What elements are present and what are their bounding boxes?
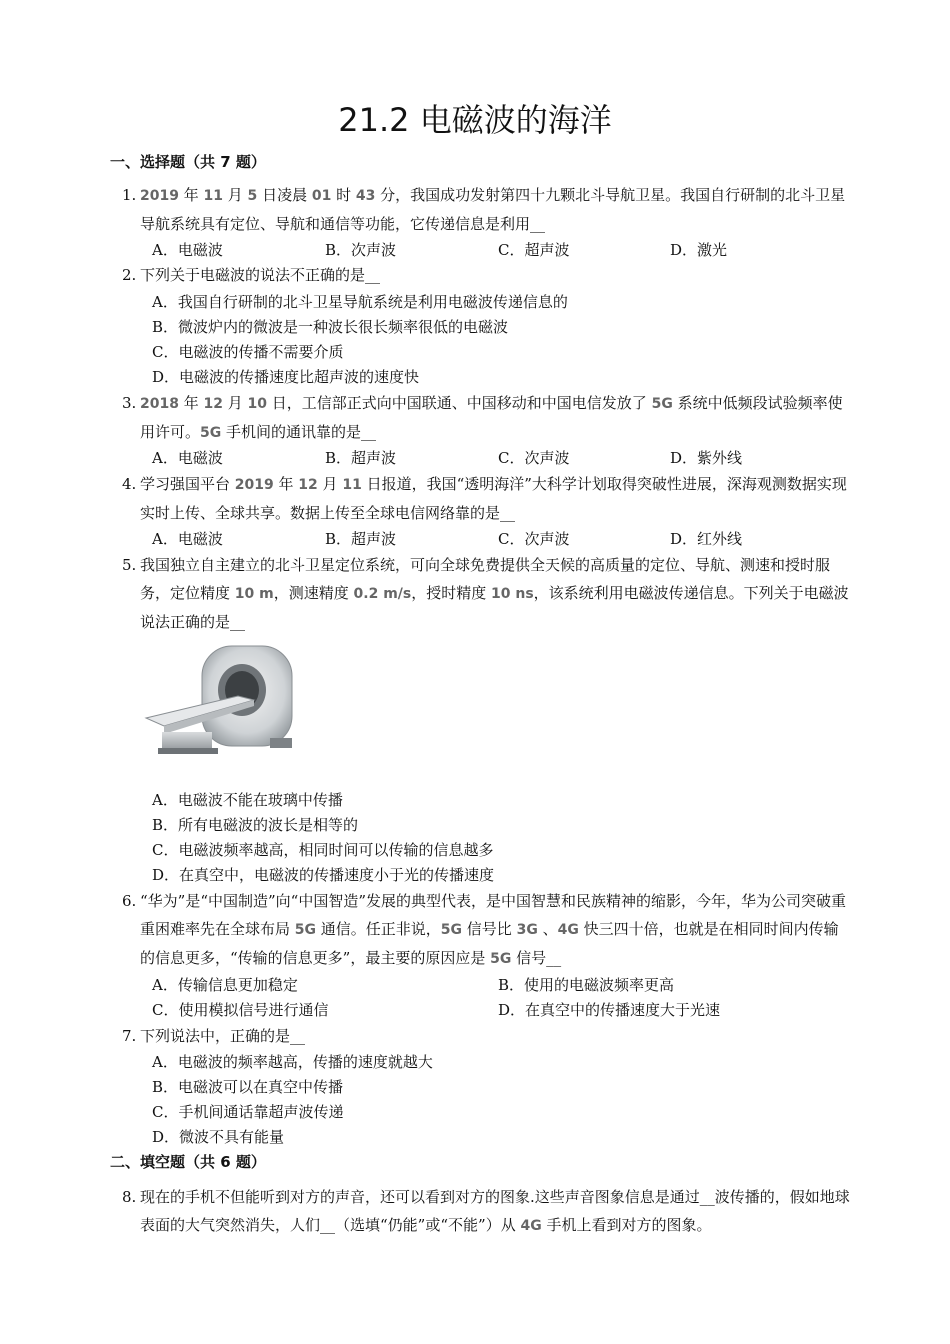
- q5-option-a[interactable]: A．电磁波不能在玻璃中传播: [152, 791, 343, 809]
- q4-option-b[interactable]: B．超声波: [325, 530, 397, 548]
- q3-option-d[interactable]: D．紫外线: [670, 449, 743, 467]
- section-heading-fill: 二、填空题（共 6 题）: [110, 1153, 266, 1171]
- section-heading-choice: 一、选择题（共 7 题）: [110, 153, 266, 171]
- question-1: 1. 2019 年 11 月 5 日凌晨 01 时 43 分，我国成功发射第四十九颗北斗导航卫星。我国自行研制的北斗卫星导航系统具有定位、导航和通信等功能，它传递信息是利用__: [122, 186, 846, 233]
- q4-option-a[interactable]: A．电磁波: [152, 530, 223, 548]
- q1-option-c[interactable]: C．超声波: [498, 241, 570, 259]
- q2-option-c[interactable]: C．电磁波的传播不需要介质: [152, 343, 344, 361]
- page-title: 21.2 电磁波的海洋: [338, 101, 612, 139]
- mri-scanner-illustration: [142, 640, 296, 762]
- q3-option-c[interactable]: C．次声波: [498, 449, 570, 467]
- q5-option-c[interactable]: C．电磁波频率越高，相同时间可以传输的信息越多: [152, 841, 494, 859]
- question-3: 3. 2018 年 12 月 10 日，工信部正式向中国联通、中国移动和中国电信发放了 5G 系统中低频段试验频率使用许可。5G 手机间的通讯靠的是__: [122, 394, 843, 441]
- q7-option-a[interactable]: A．电磁波的频率越高，传播的速度就越大: [152, 1053, 433, 1071]
- q5-option-b[interactable]: B．所有电磁波的波长是相等的: [152, 816, 359, 834]
- mri-scanner-image: [142, 640, 296, 762]
- q2-option-b[interactable]: B．微波炉内的微波是一种波长很长频率很低的电磁波: [152, 318, 509, 336]
- question-8: 8. 现在的手机不但能听到对方的声音，还可以看到对方的图象.这些声音图象信息是通过__波传播的，假如地球表面的大气突然消失，人们__（选填“仍能”或“不能”）从 4G 手机上看到对方的图象。: [122, 1188, 850, 1234]
- q4-option-c[interactable]: C．次声波: [498, 530, 570, 548]
- q6-option-a[interactable]: A．传输信息更加稳定: [152, 976, 298, 994]
- question-7: 7. 下列说法中，正确的是__: [122, 1027, 306, 1045]
- question-5: 5. 我国独立自主建立的北斗卫星定位系统，可向全球免费提供全天候的高质量的定位、导航、测速和授时服务，定位精度 10 m，测速精度 0.2 m/s，授时精度 10 ns，该系统利用电磁波传递信息。下列关于电磁波说法正确的是__: [122, 556, 849, 631]
- q6-option-b[interactable]: B．使用的电磁波频率更高: [498, 976, 675, 994]
- q1-option-b[interactable]: B．次声波: [325, 241, 397, 259]
- q3-option-a[interactable]: A．电磁波: [152, 449, 223, 467]
- question-4: 4. 学习强国平台 2019 年 12 月 11 日报道，我国“透明海洋”大科学计划取得突破性进展，深海观测数据实现实时上传、全球共享。数据上传至全球电信网络靠的是__: [122, 475, 847, 522]
- question-2: 2. 下列关于电磁波的说法不正确的是__: [122, 266, 381, 284]
- q5-option-d[interactable]: D．在真空中，电磁波的传播速度小于光的传播速度: [152, 866, 495, 884]
- q7-option-b[interactable]: B．电磁波可以在真空中传播: [152, 1078, 344, 1096]
- q7-option-d[interactable]: D．微波不具有能量: [152, 1128, 285, 1146]
- q2-option-d[interactable]: D．电磁波的传播速度比超声波的速度快: [152, 368, 420, 386]
- q6-option-c[interactable]: C．使用模拟信号进行通信: [152, 1001, 329, 1019]
- question-6: 6. “华为”是“中国制造”向“中国智造”发展的典型代表，是中国智慧和民族精神的缩影，今年，华为公司突破重重困难率先在全球布局 5G 通信。任正非说，5G 信号比 3G 、4G 快三四十倍，也就是在相同时间内传输的信息更多，“传输的信息更多”，最主要的原因应是 5G 信号__: [122, 892, 847, 967]
- q6-option-d[interactable]: D．在真空中的传播速度大于光速: [498, 1001, 721, 1019]
- q2-option-a[interactable]: A．我国自行研制的北斗卫星导航系统是利用电磁波传递信息的: [152, 293, 568, 311]
- q3-option-b[interactable]: B．超声波: [325, 449, 397, 467]
- q1-option-a[interactable]: A．电磁波: [152, 241, 223, 259]
- q1-option-d[interactable]: D．激光: [670, 241, 728, 259]
- q4-option-d[interactable]: D．红外线: [670, 530, 743, 548]
- q7-option-c[interactable]: C．手机间通话靠超声波传递: [152, 1103, 344, 1121]
